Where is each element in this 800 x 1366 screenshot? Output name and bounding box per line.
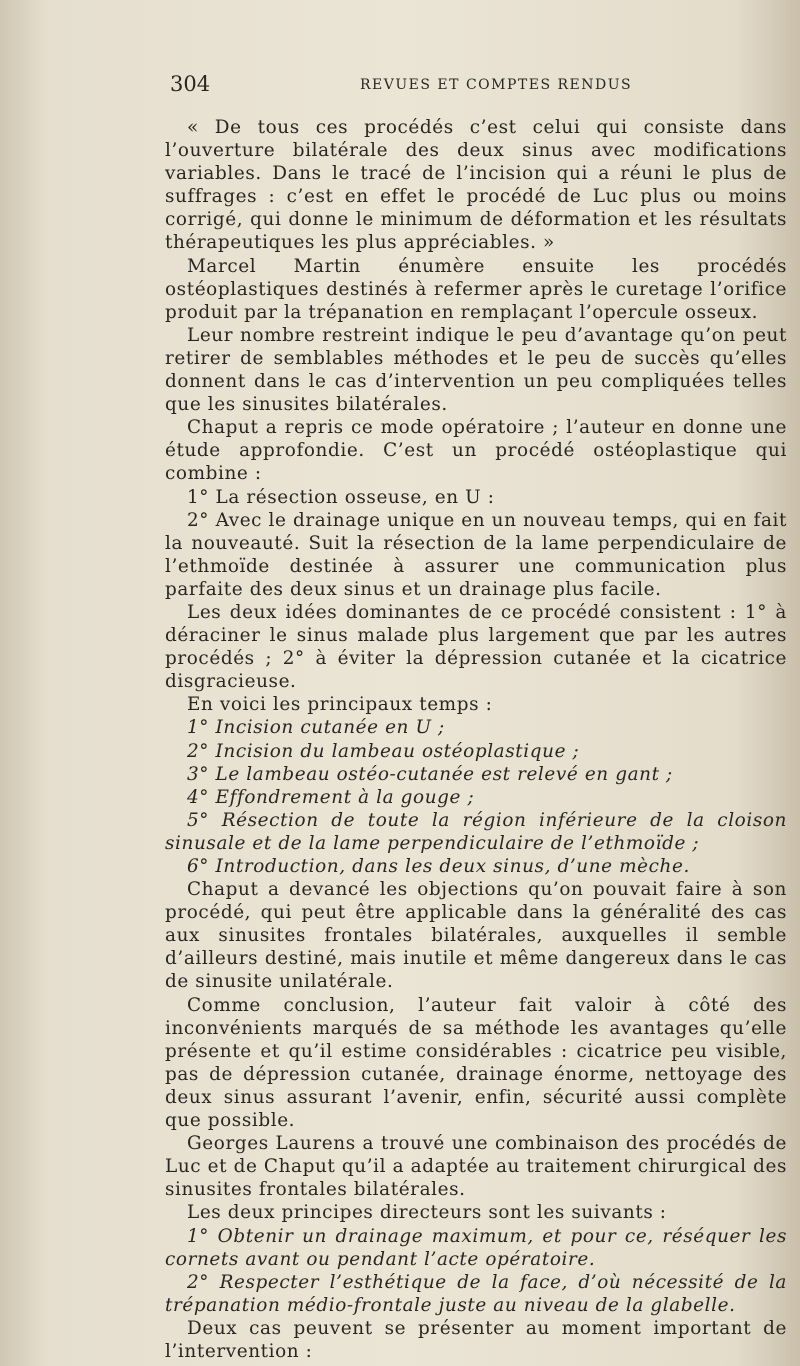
running-title: REVUES ET COMPTES RENDUS (360, 77, 633, 93)
step-text: 5° Résection de toute la région inférieure de la cloison sinusale et de la lame perpendiculaire de l’ethmoïde ; (165, 809, 787, 854)
step-text: 4° Effondrement à la gouge ; (187, 786, 475, 808)
list-item (165, 740, 787, 763)
step-text: 1° Incision cutanée en U ; (187, 717, 445, 739)
principle-text: 2° Respecter l’esthétique de la face, d’où nécessité de la trépanation médio-frontale juste au niveau de la glabelle. (165, 1271, 787, 1316)
step-text: 3° Le lambeau ostéo-cutanée est relevé en gant ; (187, 763, 673, 785)
paragraph-conclusion: Comme conclusion, l’auteur fait valoir à côté des inconvénients marqués de sa méthode les avantages qu’elle présente et qu’il estime considérables : cicatrice peu visible, pas de dépression cutanée, drainage énorme, nettoyage des deux sinus assurant l’avenir, enfin, sécurité aussi complète que possible. (165, 994, 787, 1132)
paragraph-martin: Marcel Martin énumère ensuite les procédés ostéoplastiques destinés à refermer après le curetage l’orifice produit par la trépanation en remplaçant l’opercule osseux. (165, 255, 787, 323)
list-item: 2° Avec le drainage unique en un nouveau temps, qui en fait la nouveauté. Suit la résection de la lame perpendiculaire de l’ethmoïde destinée à assurer une communication plus parfaite des deux sinus et un drainage plus facile. (165, 509, 787, 600)
paragraph-idees: Les deux idées dominantes de ce procédé consistent : 1° à déraciner le sinus malade plus largement que par les autres procédés ; 2° à éviter la dépression cutanée et la cicatrice disgracieuse. (165, 601, 787, 693)
paragraph-chaput: Chaput a repris ce mode opératoire ; l’auteur en donne une étude approfondie. C’est un procédé ostéoplastique qui combine : (165, 417, 787, 485)
paragraph-nombre: Leur nombre restreint indique le peu d’avantage qu’on peut retirer de semblables méthodes et le peu de succès qu’elles donnent dans le cas d’intervention un peu compliquées telles que les sinusites bilatérales. (165, 324, 787, 416)
principle-text: 1° Obtenir un drainage maximum, et pour ce, réséquer les cornets avant ou pendant l’acte opératoire. (165, 1225, 787, 1270)
paragraph-laurens: Georges Laurens a trouvé une combinaison des procédés de Luc et de Chaput qu’il a adaptée au traitement chirurgical des sinusites frontales bilatérales. (165, 1133, 787, 1201)
page-number: 304 (170, 72, 211, 96)
paragraph-quote: « De tous ces procédés c’est celui qui consiste dans l’ouverture bilatérale des deux sinus avec modifications variables. Dans le tracé de l’incision qui a réuni le plus de suffrages : c’est en effet le procédé de Luc plus ou moins corrigé, qui donne le minimum de déformation et les résultats thérapeutiques les plus appréciables. » (165, 117, 787, 254)
list-item (165, 1225, 787, 1271)
body-text (165, 116, 787, 1363)
list-item (165, 855, 787, 878)
page-header (170, 72, 770, 100)
list-item (165, 763, 787, 786)
list-item (165, 716, 787, 739)
list-item: 1° La résection osseuse, en U : (187, 486, 495, 508)
paragraph-objections: Chaput a devancé les objections qu’on pouvait faire à son procédé, qui peut être applicable dans la généralité des cas aux sinusites frontales bilatérales, auxquelles il semble d’ailleurs destiné, mais inutile et même dangereux dans le cas de sinusite unilatérale. (165, 879, 787, 993)
paragraph-temps: En voici les principaux temps : (187, 694, 493, 716)
paragraph-principes: Les deux principes directeurs sont les suivants : (187, 1202, 667, 1224)
list-item (165, 786, 787, 809)
step-text: 6° Introduction, dans les deux sinus, d’une mèche. (187, 856, 690, 877)
list-item (165, 809, 787, 855)
list-item (165, 1271, 787, 1317)
step-text: 2° Incision du lambeau ostéoplastique ; (187, 740, 580, 762)
paragraph-cas: Deux cas peuvent se présenter au moment important de l’intervention : (165, 1317, 787, 1362)
